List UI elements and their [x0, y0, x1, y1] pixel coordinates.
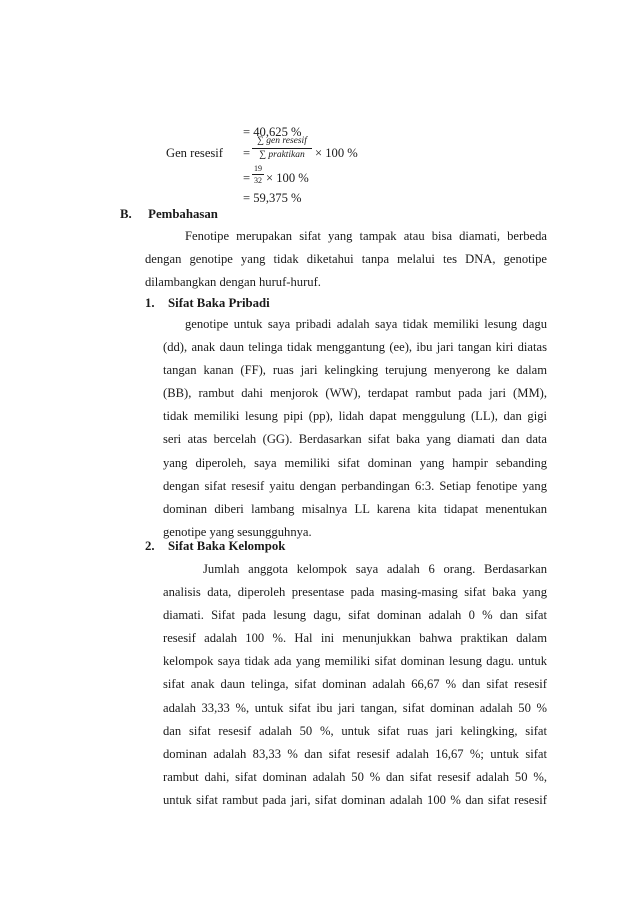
paragraph-line: kelompok saya tidak ada yang memiliki sifat dominan lesung dagu. untuk [163, 654, 547, 669]
paragraph-sifat-baka-kelompok [163, 558, 547, 812]
paragraph-line: Jumlah anggota kelompok saya adalah 6 orang. Berdasarkan [203, 562, 547, 576]
formula-times-100: × 100 % [266, 171, 309, 185]
formula-result-dominant: = 40,625 % [243, 125, 302, 139]
subheading-1 [145, 296, 270, 311]
subheading-2 [145, 539, 285, 554]
paragraph-line: (BB), rambut dahi menjorok (WW), terdapat rambut pada jari (MM), [163, 386, 547, 401]
paragraph-line: untuk sifat rambut pada jari, sifat dominan adalah 100 % dan sifat resesif [163, 792, 547, 807]
subheading-marker: 1. [145, 296, 155, 310]
subheading-title: Sifat Baka Kelompok [168, 539, 286, 553]
paragraph-line: dilambangkan dengan huruf-huruf. [145, 275, 321, 290]
paragraph-sifat-baka-pribadi [163, 313, 547, 544]
formula-fraction-numeric [252, 164, 264, 185]
paragraph-line: dan sifat resesif adalah 50 %, untuk sifat ruas jari kelingking, sifat [163, 723, 547, 738]
fraction-numerator: 19 [254, 164, 262, 173]
fraction-bar [252, 148, 312, 149]
subheading-marker: 2. [145, 539, 155, 553]
paragraph-line: Fenotipe merupakan sifat yang tampak atau bisa diamati, berbeda [185, 229, 547, 243]
fraction-denominator: ∑ praktikan [259, 150, 305, 160]
section-heading-b [120, 207, 218, 222]
paragraph-line: dengan sifat resesif yaitu dengan perbandingan 6:3. Setiap fenotipe yang [163, 478, 547, 493]
fraction-bar [252, 174, 264, 175]
intro-paragraph [145, 225, 547, 294]
paragraph-line: genotipe untuk saya pribadi adalah saya tidak memiliki lesung dagu [185, 317, 547, 331]
paragraph-line: resesif adalah 100 %. Hal ini menunjukkan bahwa praktikan dalam [163, 631, 547, 646]
paragraph-line: tidak memiliki lesung pipi (pp), lidah dapat menggulung (LL), dan gigi [163, 409, 547, 424]
paragraph-line: seri atas bercelah (GG). Berdasarkan sifat baka yang diamati dan data [163, 432, 547, 447]
formula-equals-1: = [243, 146, 251, 160]
formula-times-100: × 100 % [315, 146, 358, 160]
paragraph-line: (dd), anak daun telinga tidak menggantung (ee), ibu jari tangan kiri diatas [163, 340, 547, 355]
subheading-title: Sifat Baka Pribadi [168, 296, 270, 310]
paragraph-line: dominan adalah 83,33 % dan sifat resesif adalah 16,67 %; untuk sifat [163, 746, 547, 761]
fraction-numerator: ∑ gen resesif [257, 136, 307, 146]
paragraph-line: adalah 33,33 %, untuk sifat ibu jari tangan, sifat dominan adalah 50 % [163, 700, 547, 715]
formula-result-recessive: = 59,375 % [243, 191, 302, 205]
section-marker: B. [120, 207, 132, 221]
paragraph-line: dengan genotipe yang tidak diketahui tanpa melalui tes DNA, genotipe [145, 252, 547, 267]
paragraph-line: diamati. Sifat pada lesung dagu, sifat dominan adalah 0 % dan sifat [163, 608, 547, 623]
paragraph-line: dominan diberi lambang misalnya LL karena kita tidapat menentukan [163, 501, 547, 516]
formula-label-gen-resesif: Gen resesif [166, 146, 223, 160]
paragraph-line: genotipe yang sesungguhnya. [163, 524, 312, 539]
formula-equals-2: = [243, 171, 251, 185]
fraction-denominator: 32 [254, 176, 262, 185]
paragraph-line: yang diperoleh, saya memiliki sifat dominan yang hampir sebanding [163, 455, 547, 470]
paragraph-line: sifat anak daun telinga, sifat dominan adalah 66,67 % dan sifat resesif [163, 677, 547, 692]
formula-fraction-symbolic [252, 136, 312, 161]
paragraph-line: tangan kanan (FF), ruas jari kelingking terujung menyerong ke dalam [163, 363, 547, 378]
paragraph-line: analisis data, diperoleh presentase pada masing-masing sifat baka yang [163, 585, 547, 600]
paragraph-line: rambut dahi, sifat dominan adalah 50 % dan sifat resesif adalah 50 %, [163, 769, 547, 784]
section-title: Pembahasan [148, 207, 218, 221]
